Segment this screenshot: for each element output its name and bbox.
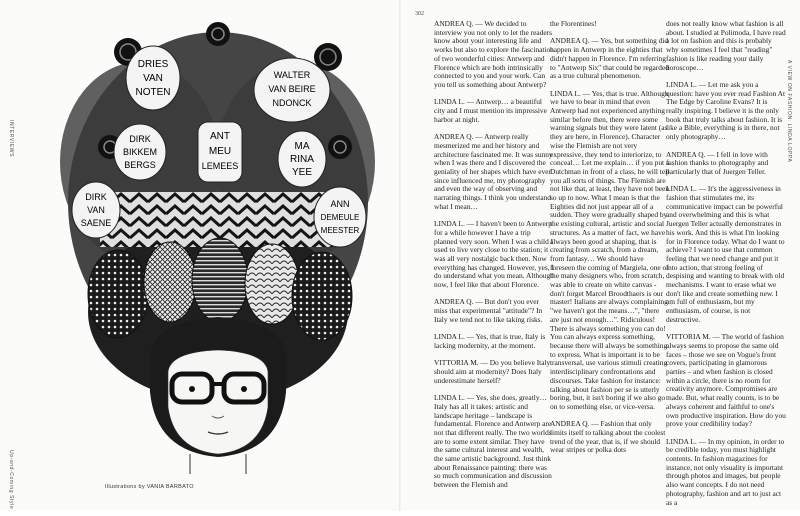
name-dries-1: DRIES: [137, 59, 169, 70]
illustration: [40, 12, 390, 480]
paragraph: LINDA L. — Antwerp… a beautiful city and I must mention its impressive harbor at night.: [434, 97, 547, 124]
section-label: INTERVIEWS: [8, 120, 14, 158]
paragraph: LINDA L. — It's the aggressiveness in fashion that stimulates me, its communicative impact can be powerful and overwhelming and this is what Juergen Teller actually demonstrates in his work. And this is what I'm looking for in Florence today. What do I want to achieve? I want to use that common feeling that we need change and put it into action, that strong feeling of despising and wanting to break with old mechanisms. I want to erase what we don't like and create something new. I am full of enthusiasm, but my enthusiasm, of course, is not destructive.: [666, 184, 785, 324]
paragraph: LINDA L. — Yes, that is true, Italy is lacking modernity, at the moment.: [434, 332, 546, 350]
page-gutter: [399, 0, 401, 511]
paragraph: VITTORIA M. — Do you believe Italy should aim at modernity? Does Italy underestimate herself?: [434, 358, 551, 385]
name-dirkv-1: DIRK: [85, 192, 107, 202]
paragraph: does not really know what fashion is all about. I studied at Polimoda, I have read a lot on fashion and this is probably why sometimes I feel that "reading" fashion is like reading your daily horoscope…: [666, 19, 786, 72]
name-dirkv-3: SAENE: [80, 218, 112, 228]
name-dirkb-3: BERGS: [124, 160, 156, 170]
text-column-3: [666, 20, 786, 516]
paragraph: LINDA L. — Yes, that is true. Although we have to bear in mind that even Antwerp had not experienced anything similar before then, there were some warning signals but they were latent (as they are here, in Florence). Character wise the Flemish are not very expressive, they tend to interiorize, to conceal… Let me explain… if you put a Dutchman in front of a class, he will tell you all sorts of things. The Flemish are not like that, at least, they have not been so up to now. What I mean is that the Eighties did not just appear all of a sudden. They were gradually shaped by the existing cultural, artistic and social structures. As a matter of fact, we have always been good at shaping, that is creating from scratch, from a dream, from fantasy… We should have foreseen the coming of Margiela, one of the many designers who, from scratch, was able to create on white canvas - don't forget Marcel Broodthaers is our master! Italians are always complaining "we haven't got the means…", "there are just not enough…". Ridiculous! There is always something you can do! You can always express something, because there will always be something to express. What is important is to be transversal, use various stimuli creating interdisciplinary confrontations and discourses. Take fashion for instance: talking about fashion per se is utterly boring, but, it isn't boring if we also go on to something else, or vice-versa.: [550, 88, 670, 411]
page-number: 302: [415, 11, 424, 17]
text-column-1: [434, 20, 554, 499]
paragraph: ANDREA Q. — I fell in love with fashion thanks to photography and particularly that of Juergen Teller.: [666, 149, 769, 176]
paragraph: the Florentines!: [550, 19, 597, 28]
designer-name-oval: [254, 58, 330, 122]
name-ant-3: LEMEES: [201, 161, 239, 171]
paragraph: ANDREA Q. — But don't you ever miss that experimental "attitude"? In Italy we tend not to like taking risks.: [434, 297, 543, 324]
paragraph: LINDA L. — Let me ask you a question: have you ever read Fashion At The Edge by Caroline Evans? It is really inspiring. I believe it is the only book that truly talks about fashion. It is like a Bible, everything is in there, not only photography…: [666, 79, 786, 142]
designer-name-oval: [278, 131, 326, 187]
name-marina-1: MA: [294, 141, 310, 152]
name-dirkb-1: DIRK: [129, 134, 151, 144]
designer-name-jar: [198, 122, 242, 182]
paragraph: LINDA L. — Yes, she does, greatly… Italy has all it takes: artistic and landscape heritage – landscape is fundamental. Florence and Antwerp are not that different really. The two worlds are to some extent similar. They have the same cultural interest and wealth, the same artistic background. Just think about Renaissance painting: there was so much communication and discussion between the Flemish and: [434, 393, 552, 490]
article-running-title: A VIEW ON FASHION: LINDA LOPPA: [786, 60, 792, 163]
text-column-2: [550, 20, 670, 464]
paragraph: VITTORIA M. — The world of fashion always seems to propose the same old faces – those we see on Vogue's front covers, participating in glamorous parties – and when fashion is closed within a circle, there is no room for creativity anymore. Compromises are made. But, what really counts, is to be always coherent and faithful to one's own productive inspiration. How do you prove your credibility today?: [666, 332, 786, 429]
name-dirkv-2: VAN: [87, 205, 105, 215]
name-walter-2: VAN BEIRE: [268, 84, 316, 94]
designer-name-oval: [314, 187, 366, 247]
designer-name-oval: [126, 46, 180, 110]
paragraph: LINDA L. — In my opinion, in order to be credible today, you must highlight contents. In fashion magazines for instance, not only visuality is important through photos and images, but people also want concepts. I do not need photography, fashion and art to just act as a: [666, 436, 785, 507]
name-walter-1: WALTER: [273, 70, 311, 80]
name-dirkb-2: BIKKEM: [122, 147, 158, 157]
illustration-credit: Illustrations by VANIA BARBATO: [105, 484, 194, 490]
name-dries-2: VAN: [143, 73, 163, 84]
section-sublabel: Up-and-Coming Style: [8, 450, 14, 510]
name-marina-3: YEE: [291, 167, 313, 178]
designer-name-oval: [114, 124, 166, 180]
paragraph: ANDREA Q. — We decided to interview you not only to let the readers know about your interesting life and works but also to explore the fascination of two wonderful cities: Antwerp and Florence which are both intrinsically connected to you and your work. Can you tell us something about Antwerp?: [434, 19, 554, 89]
paragraph: ANDREA Q. — Antwerp really mesmerized me and her history and architecture fascinated me. It was sunny when I was there and I discovered the geniality of her shapes which have ever since influenced me, my photography and even the way of observing and narrating things. I think you understand what I mean…: [434, 132, 553, 211]
designer-name-oval: [72, 182, 120, 238]
paragraph: ANDREA Q. — Fashion that only limits itself to talking about the coolest trend of the year, that is, if we should wear stripes or polka dots: [550, 419, 666, 455]
name-walter-3: NDONCK: [272, 98, 312, 108]
name-ant-2: MEU: [208, 146, 232, 157]
name-ann-1: ANN: [330, 199, 350, 209]
name-ann-3: MEESTER: [320, 226, 360, 235]
portrait-face: [150, 317, 286, 474]
name-ann-2: DEMEULE: [320, 213, 360, 222]
name-marina-2: RINA: [290, 154, 314, 165]
paragraph: ANDREA Q. — Yes, but something did happen in Antwerp in the eighties that didn't happen in Florence. I'm referring to "Antwerp Six" that could be regarded as a true cultural phenomenon.: [550, 36, 669, 81]
name-ant-1: ANT: [210, 131, 230, 142]
name-dries-3: NOTEN: [135, 87, 171, 98]
paragraph: LINDA L. — I haven't been to Antwerp for a while however I have a trip planned very soon. When I was a child I used to live very close to the station; it was all very nostalgic back then. Now everything has changed. However, yes, I do understand what you mean. Although now, I feel like that about Florence.: [434, 219, 554, 290]
